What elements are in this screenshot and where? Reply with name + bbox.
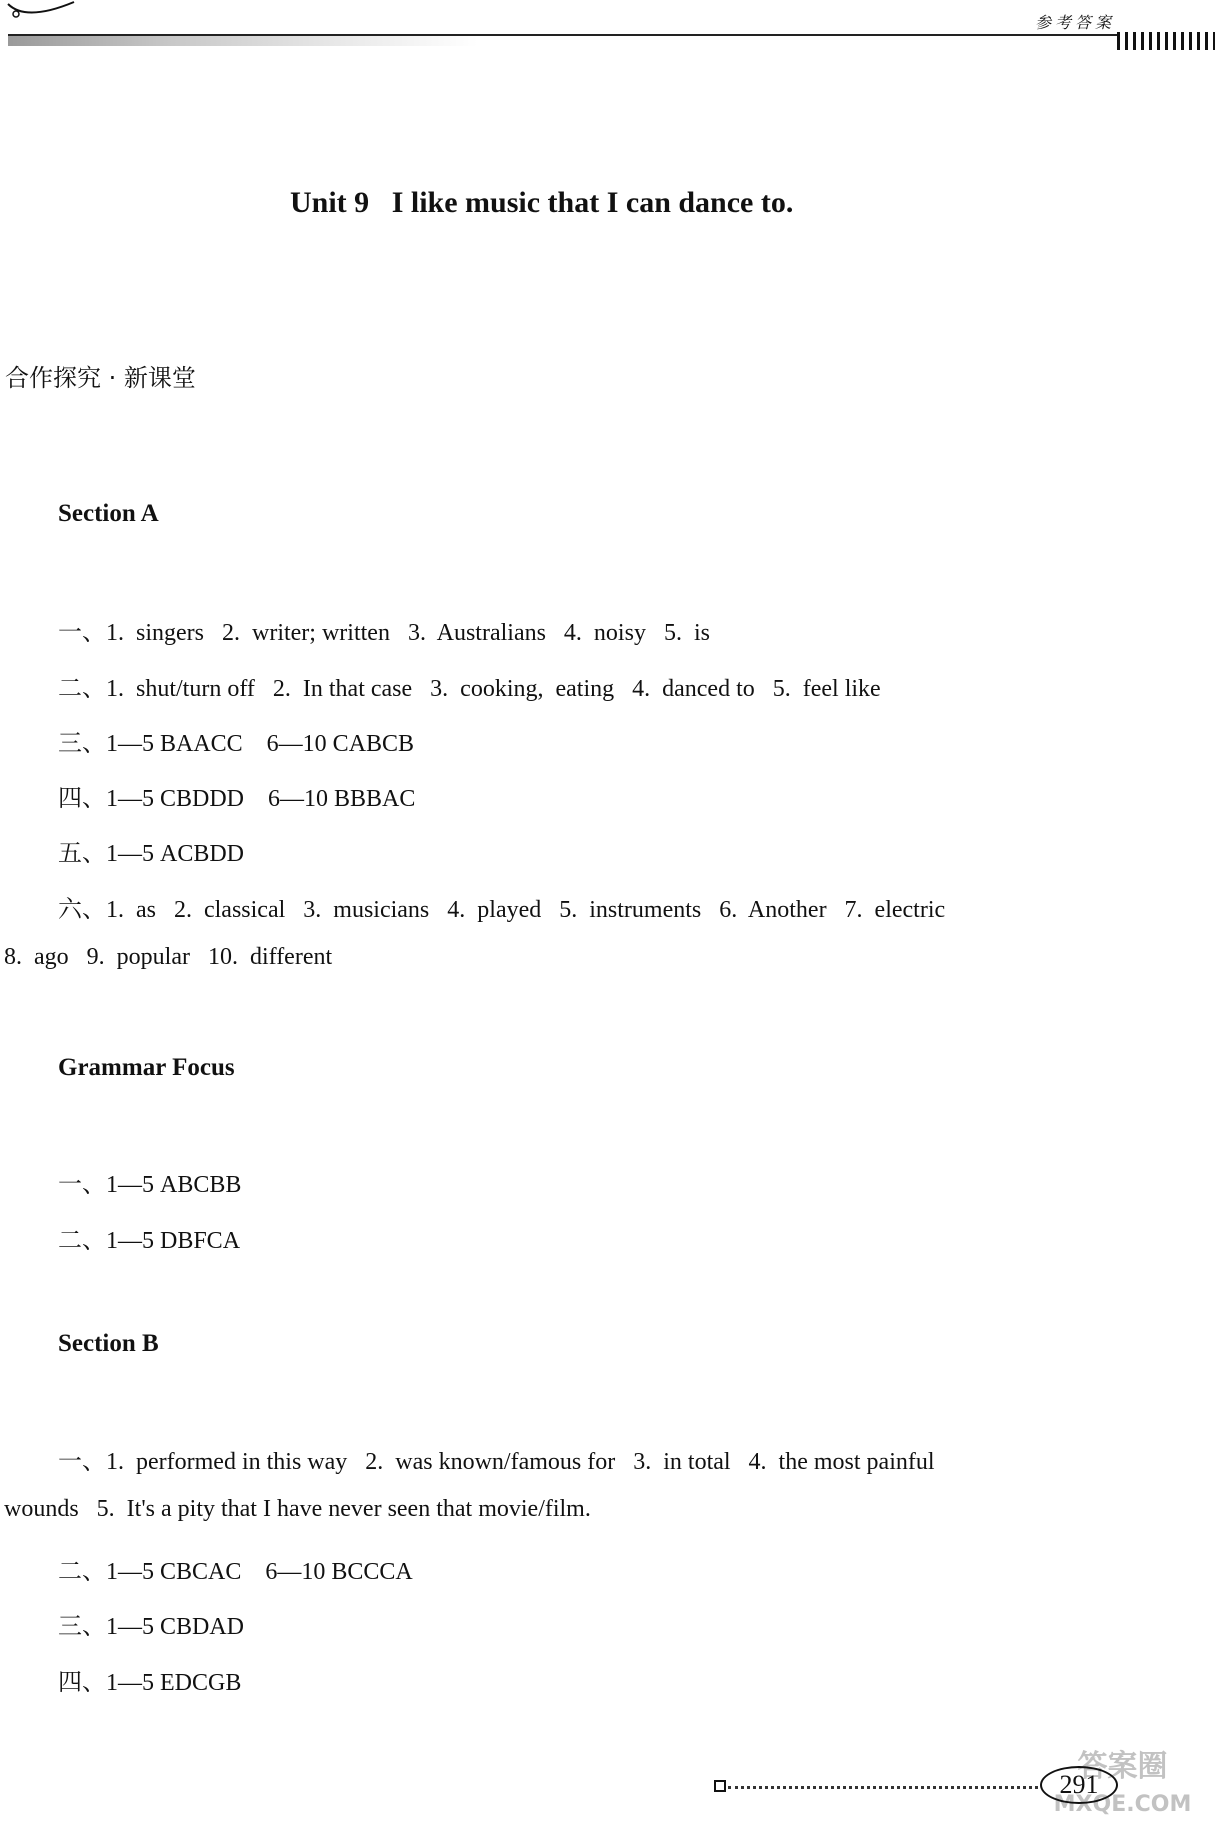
answer-line: 一、1. performed in this way 2. was known/famous for 3. in total 4. the most painful	[58, 1449, 935, 1475]
header-rule	[8, 34, 1118, 36]
subheading: 合作探究 · 新课堂	[5, 364, 196, 392]
answer-line: 四、1—5 EDCGB	[58, 1670, 242, 1696]
answer-line: 二、1—5 DBFCA	[58, 1228, 241, 1254]
answer-line: 六、1. as 2. classical 3. musicians 4. played 5. instruments 6. Another 7. electric	[58, 897, 946, 923]
answer-line: 三、1—5 BAACC 6—10 CABCB	[58, 731, 415, 757]
answer-line: 二、1—5 CBCAC 6—10 BCCCA	[58, 1559, 413, 1585]
footer-square-marker	[714, 1780, 726, 1792]
page-title	[290, 186, 793, 220]
grammar-focus-heading: Grammar Focus	[58, 1054, 235, 1081]
answer-line-continued: wounds 5. It's a pity that I have never seen that movie/film.	[4, 1496, 591, 1522]
page-number: 291	[1040, 1766, 1118, 1804]
section-b-heading: Section B	[58, 1330, 159, 1357]
section-a-heading: Section A	[58, 500, 159, 527]
unit-title: I like music that I can dance to.	[391, 186, 794, 219]
header-barcode-decoration	[1117, 32, 1215, 50]
answer-line: 四、1—5 CBDDD 6—10 BBBAC	[58, 786, 416, 812]
running-head: 参考答案	[1035, 13, 1116, 32]
answer-line: 五、1—5 ACBDD	[58, 841, 245, 867]
footer-dotted-leader	[728, 1786, 1038, 1789]
answer-line: 一、1. singers 2. writer; written 3. Australians 4. noisy 5. is	[58, 620, 710, 646]
answer-line: 三、1—5 CBDAD	[58, 1614, 245, 1640]
header-ornament	[6, 0, 76, 22]
watermark-line: MXQE.COM	[1053, 1792, 1192, 1817]
answer-line-continued: 8. ago 9. popular 10. different	[4, 944, 333, 970]
answer-line: 二、1. shut/turn off 2. In that case 3. cooking, eating 4. danced to 5. feel like	[58, 676, 881, 702]
unit-label: Unit 9	[290, 186, 370, 219]
header-shade	[8, 36, 478, 46]
answer-line: 一、1—5 ABCBB	[58, 1172, 242, 1198]
watermark-line: 答案圈	[1077, 1749, 1168, 1784]
